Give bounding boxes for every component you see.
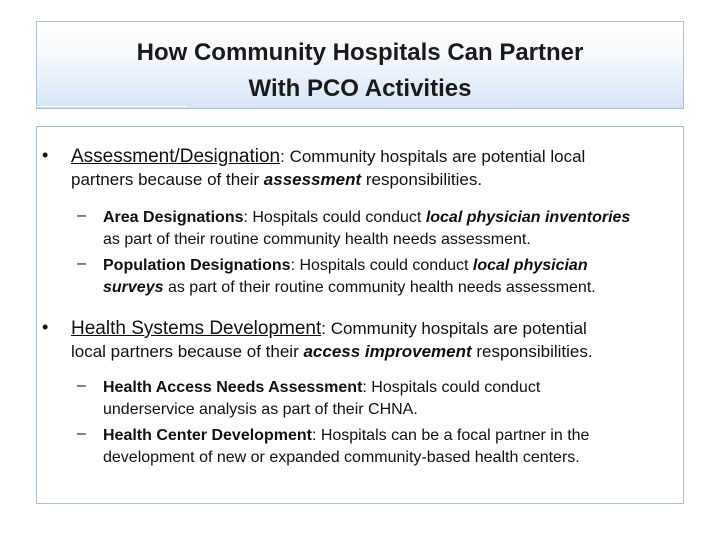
sub-text-a: : Hospitals could conduct bbox=[362, 379, 541, 396]
sub-text bbox=[103, 425, 683, 469]
dash-marker: – bbox=[77, 377, 86, 394]
dash-marker: – bbox=[77, 207, 86, 224]
sub-text bbox=[103, 255, 683, 299]
bullet-emphasis: assessment bbox=[263, 170, 362, 189]
sub-heading: Health Access Needs Assessment bbox=[103, 379, 363, 396]
bullet-text-c: responsibilities. bbox=[471, 342, 593, 361]
sub-text-b: as part of their routine community health needs assessment. bbox=[103, 231, 531, 248]
title-accent-line bbox=[36, 106, 186, 107]
title-line-2: With PCO Activities bbox=[248, 75, 472, 102]
bullet-text-a: Community hospitals are potential local bbox=[284, 147, 586, 166]
sub-text-b: underservice analysis as part of their CHNA. bbox=[103, 401, 418, 418]
bullet-heading: Assessment/Designation bbox=[71, 146, 281, 167]
sub-heading: Population Designations bbox=[103, 257, 291, 274]
title-box bbox=[36, 21, 684, 109]
bullet-text-b: partners because of their bbox=[71, 170, 264, 189]
bullet-text bbox=[71, 145, 671, 191]
sub-text-b: development of new or expanded community-based health centers. bbox=[103, 449, 580, 466]
sub-text-b: as part of their routine community health needs assessment. bbox=[163, 279, 596, 296]
sub-emphasis-2: surveys bbox=[103, 279, 164, 296]
sub-text bbox=[103, 207, 683, 251]
bullet-heading: Health Systems Development bbox=[71, 318, 322, 339]
sub-emphasis: local physician bbox=[472, 257, 588, 274]
dash-marker: – bbox=[77, 255, 86, 272]
content-box bbox=[36, 126, 684, 504]
sub-text-a: : Hospitals could conduct bbox=[243, 209, 426, 226]
sub-text-a: : Hospitals could conduct bbox=[290, 257, 473, 274]
bullet-text bbox=[71, 317, 671, 363]
dash-marker: – bbox=[77, 425, 86, 442]
bullet-emphasis: access improvement bbox=[303, 342, 472, 361]
sub-emphasis: local physician inventories bbox=[425, 209, 631, 226]
title-line-1: How Community Hospitals Can Partner bbox=[136, 39, 584, 66]
bullet-marker: • bbox=[42, 317, 49, 337]
bullet-marker: • bbox=[42, 145, 49, 165]
sub-heading: Health Center Development bbox=[103, 427, 312, 444]
bullet-colon: : bbox=[321, 319, 327, 338]
sub-text-a: : Hospitals can be a focal partner in the bbox=[311, 427, 590, 444]
bullet-text-c: responsibilities. bbox=[361, 170, 483, 189]
bullet-colon: : bbox=[280, 147, 285, 166]
bullet-text-b: local partners because of their bbox=[71, 342, 304, 361]
bullet-text-a: Community hospitals are potential bbox=[326, 319, 587, 338]
sub-text bbox=[103, 377, 683, 421]
sub-heading: Area Designations bbox=[103, 209, 244, 226]
slide-title bbox=[37, 22, 683, 107]
